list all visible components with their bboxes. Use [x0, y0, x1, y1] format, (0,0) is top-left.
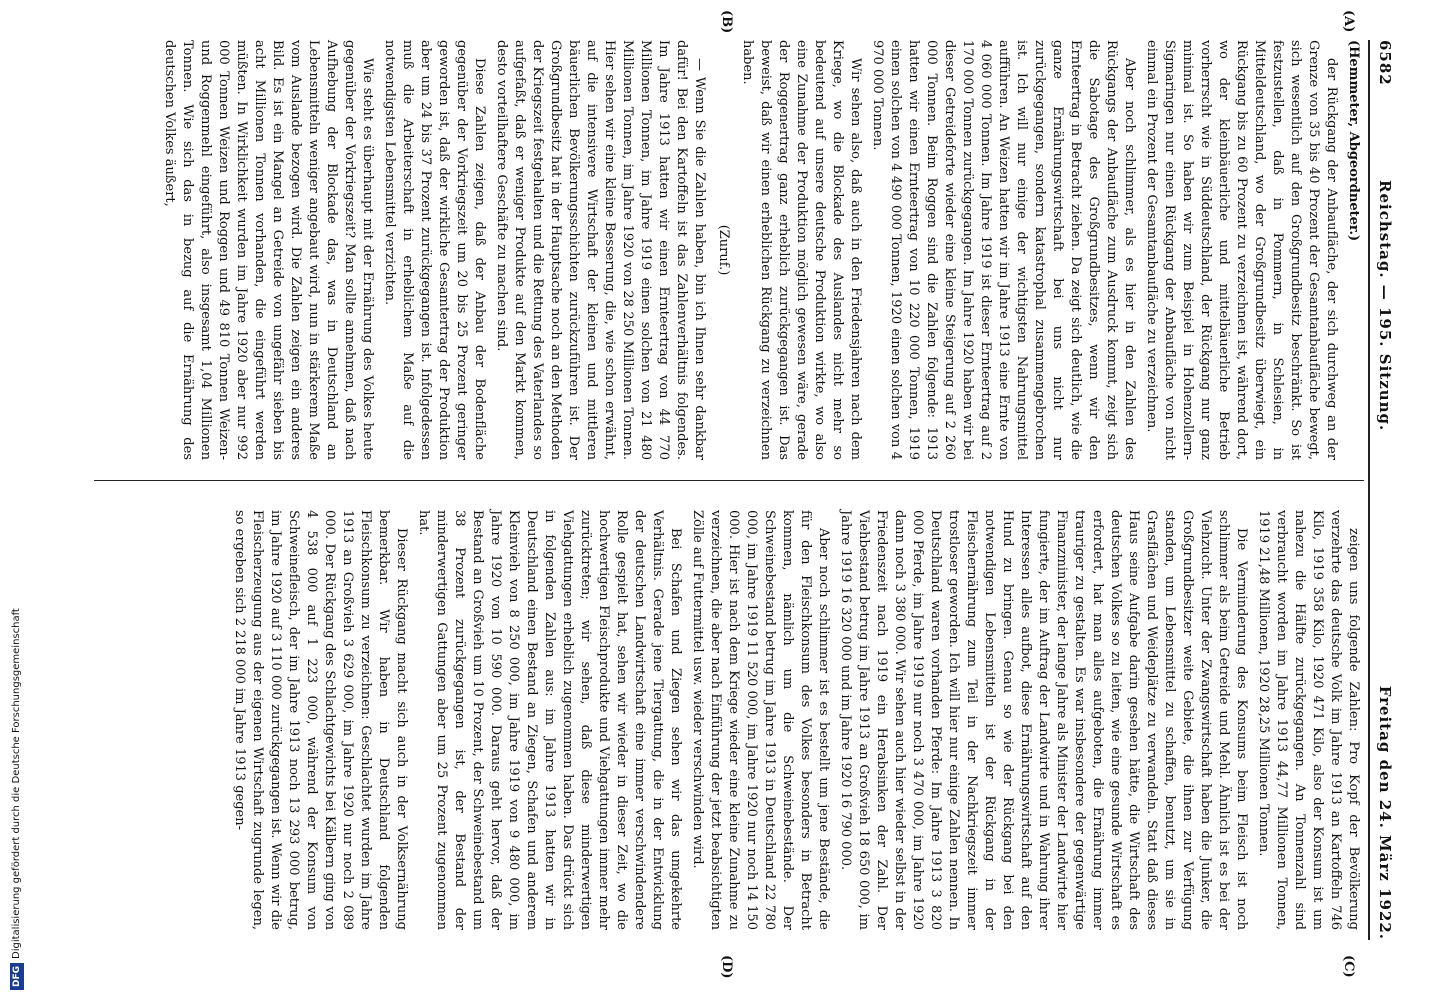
funding-text: Digitalisierung gefördert durch die Deutsche Forschungsgemeinschaft — [11, 608, 22, 959]
text-column-left — [156, 40, 1362, 460]
text-column-right — [226, 510, 1362, 930]
header-date: Freitag den 24. März 1922. — [1376, 685, 1394, 940]
paragraph: Diese Zahlen zeigen, daß der Anbau der Bodenfläche gegenüber der Vorkriegszeit um 20 bis 25 Prozent geringer geworden ist, daß der wirkliche Gesamtertrag der Produktion aber um 24 bis 37 Prozent zurückgegangen ist. Infolgedessen muß die Arbeiterschaft in erheblichem Maße auf die notwendigsten Lebensmittel verzichten. — [382, 40, 487, 460]
paragraph: Dieser Rückgang macht sich auch in der Volksernährung bemerkbar. Wir haben in Deutschland folgenden Fleischkonsum zu verzeichnen: Geschlachtet wurden im Jahre 1913 an Großvieh 3 629 000, im Jahre 1920 nur noch 2 089 000. Der Rückgang des Schlachtgewichts bei Kälbern ging von 4 538 000 auf 1 223 000, während der Konsum von Schweinefleisch, der im Jahre 1913 noch 13 293 000 betrug, im Jahre 1920 auf 3 110 000 zurückgegangen ist. Wenn wir die Fleischerzeugung aus der eigenen Wirtschaft zugrunde legen, so ergeben sich 2 218 000 im Jahre 1913 gegen- — [232, 510, 409, 930]
paragraph: zeigen uns folgende Zahlen: Pro Kopf der Bevölkerung verzehrte das deutsche Volk im Jahre 1913 an Kartoffeln 746 Kilo, 1919 358 Kilo, 1920 471 Kilo, also der Konsum ist um nahezu die Hälfte zurückgegangen. An Tonnenzahl sind verbraucht worden im Jahre 1913 44,77 Millionen Tonnen, 1919 21,48 Millionen, 1920 28,25 Millionen Tonnen. — [1256, 510, 1361, 930]
margin-marker-c: (C) — [1341, 955, 1356, 978]
header-title: Reichstag. — 195. Sitzung. — [1376, 180, 1394, 432]
dfg-logo: DFG — [10, 963, 24, 990]
speaker-note: (Hemmeter, Abgeordneter.) — [1346, 40, 1361, 242]
paragraph: Bei Schafen und Ziegen sehen wir das umgekehrte Verhältnis. Gerade jene Tiergattung, die in der Entwicklung der deutschen Landwirtschaft eine immer verschwindendere Rolle gespielt hat, sehen wir wieder in dieser Zeit, wo die hochwertigen Fleischprodukte und Viehgattungen immer mehr zurücktreten; wir sehen, daß diese minderwertigen Viehgattungen erheblich zugenommen haben. Das drückt sich in folgenden Zahlen aus: im Jahre 1913 hatten wir in Deutschland einen Bestand an Ziegen, Schafen und anderem Kleinvieh von 8 250 000, im Jahre 1919 von 9 480 000, im Jahre 1920 von 10 590 000. Daraus geht hervor, daß der Bestand an Großvieh um 10 Prozent, der Schweinebestand um 38 Prozent zurückgegangen ist, der Bestand der minderwertigen Gattungen aber um 25 Prozent zugenommen hat. — [416, 510, 683, 930]
paragraph: Aber noch schlimmer, als es hier in den Zahlen des Rückgangs der Anbaufläche zum Ausdruck kommt, zeigt sich die Sabotage des Großgrundbesitzes, wenn wir den Ernteertrag in Betracht ziehen. Da zeigt sich deutlich, wie die ganze Ernährungswirtschaft bei uns nicht nur zurückgegangen, sondern katastrophal zusammengebrochen ist. Ich will nur einige der wichtigsten Nahrungsmittel aufführen. An Weizen hatten wir im Jahre 1913 eine Ernte von 4 060 000 Tonnen. Im Jahre 1919 ist dieser Ernteertrag auf 2 170 000 Tonnen zurückgegangen. Im Jahre 1920 haben wir bei dieser Getreideforte wieder eine kleine Steigerung auf 2 260 000 Tonnen. Beim Roggen sind die Zahlen folgende: 1913 hatten wir einen Ernteertrag von 10 220 000 Tonnen, 1919 einen solchen von 4 490 000 Tonnen, 1920 einen solchen von 4 970 000 Tonnen. — [870, 40, 1137, 460]
paragraph: Aber noch schlimmer ist es bestellt um jene Bestände, die für den Fleischkonsum des Volkes besonders in Betracht kommen, nämlich um die Schweinebestände. Der Schweinebestand betrug im Jahre 1913 in Deutschland 22 780 000, im Jahre 1919 11 520 000, im Jahre 1920 nur noch 14 150 000. Hier ist nach dem Kriege wieder eine kleine Zunahme zu verzeichnen, die aber nach Einführung der jetzt beabsichtigten Zölle auf Futtermittel usw. wieder verschwinden wird. — [690, 510, 831, 930]
paragraph: Wie steht es überhaupt mit der Ernährung des Volkes heute gegenüber der Vorkriegszeit? Man sollte annehmen, daß nach Aufhebung der Blockade das, was in Deutschland an Lebensmitteln weniger angebaut wird, nun in stärkerem Maße vom Auslande bezogen wird. Die Zahlen zeigen ein anderes Bild. Es ist ein Mangel an Getreide von ungefähr sieben bis acht Millionen Tonnen vorhanden, die eingeführt werden müßten. In Wirklichkeit wurden im Jahre 1920 aber nur 992 000 Tonnen Weizen und Roggen und 49 810 Tonnen Weizen- und Roggenmehl eingeführt, also insgesamt 1,04 Millionen Tonnen. Wie sich das in bezug auf die Ernährung des deutschen Volkes äußert, — [162, 40, 375, 460]
paragraph: Die Verminderung des Konsums beim Fleisch ist noch schlimmer als beim Getreide und Mehl. Ähnlich ist es bei der Viehzucht. Unter der Zwangswirtschaft haben die Junker, die Großgrundbesitzer weite Gebiete, die ihnen zur Verfügung standen, um Lebensmittel zu schaffen, benutzt, um sie in Grasflächen und Weideplätze zu verwandeln. Statt daß dieses Haus seine Aufgabe darin gesehen hätte, die Wirtschaft des deutschen Volkes so zu leiten, wie eine gesunde Wirtschaft es erfordert, hat man alles aufgeboten, die Ernährung immer trauriger zu gestalten. Es war insbesondere der gegenwärtige Finanzminister, der lange Jahre als Minister der Landwirte hier fungierte, der im Auftrag der Landwirte und in Wahrung ihrer Interessen alles aufbot, diese Ernährungswirtschaft auf den Hund zu bringen. Genau so wie der Rückgang bei den notwendigen Lebensmitteln ist der Rückgang in der Fleischernährung zum Teil in der Nachkriegszeit immer trostloser geworden. Ich will hier nur einige Zahlen nennen. In Deutschland waren vorhanden Pferde: Im Jahre 1913 3 820 000 Pferde, im Jahre 1919 nur noch 3 470 000, im Jahre 1920 dann noch 3 380 000. Wir sehen auch hier wieder selbst in der Friedenszeit nach 1919 ein Herabsinken der Zahl. Der Viehbestand betrug im Jahre 1913 an Großvieh 18 650 000, im Jahre 1919 16 320 000 und im Jahre 1920 16 790 000. — [838, 510, 1249, 930]
header-rule — [1368, 40, 1370, 940]
margin-marker-a: (A) — [1341, 10, 1356, 33]
margin-marker-d: (D) — [719, 955, 734, 979]
paragraph: — Wenn Sie die Zahlen haben, bin ich Ihnen sehr dankbar dafür! Bei den Kartoffeln ist das Zahlenverhältnis folgendes. Im Jahre 1913 hatten wir einen Ernteertrag von 44 770 Millionen Tonnen, im Jahre 1919 einen solchen von 21 480 Millionen Tonnen, im Jahre 1920 von 28 250 Millionen Tonnen. Hier sehen wir eine kleine Besserung, die, wie schon erwähnt, auf die intensivere Wirtschaft der kleinen und mittleren bäuerlichen Bevölkerungsschichten zurückzuführen ist. Der Großgrundbesitz hat in der Hauptsache noch an den Methoden der Kriegszeit festgehalten und die Rettung des Vaterlandes so aufgefaßt, daß er weniger Produkte auf den Markt kommen, desto vorteilhaftere Geschäfte zu machen sind. — [494, 40, 707, 460]
interjection: (Zuruf.) — [716, 224, 731, 276]
margin-marker-b: (B) — [719, 10, 734, 34]
page-header — [1370, 40, 1400, 940]
column-divider — [94, 480, 1364, 481]
funding-sidebar — [2, 0, 26, 1000]
paragraph: Wir sehen also, daß auch in den Friedensjahren nach dem Kriege, wo die Blockade des Auslandes nicht mehr so bedeutend auf unsere deutsche Produktion wirkte, wo also eine Zunahme der Produktion möglich gewesen wäre, gerade der Roggenertrag ganz erheblich zurückgegangen ist. Das beweist, daß wir einen erheblichen Rückgang zu verzeichnen haben. — [740, 40, 863, 460]
page-number: 6582 — [1376, 40, 1394, 86]
funding-note — [6, 10, 28, 990]
paragraph: der Rückgang der Anbaufläche, der sich durchweg an der Grenze von 35 bis 40 Prozent der Gesamtanbaufläche bewegt, sich wesentlich auf den Großgrundbesitz beschränkt. So ist festzustellen, daß in Pommern, in Schlesien, in Mitteldeutschland, wo der Großgrundbesitz überwiegt, ein Rückgang bis zu 60 Prozent zu verzeichnen ist, während dort, wo der kleinbäuerliche und mittelbäuerliche Betrieb vorherrscht wie in Süddeutschland, der Rückgang nur ganz minimal ist. So haben wir zum Beispiel in Hohenzollern-Sigmaringen nur einen Rückgang der Anbaufläche von nicht einmal ein Prozent der Gesamtanbaufläche zu verzeichnen. — [1144, 40, 1339, 460]
